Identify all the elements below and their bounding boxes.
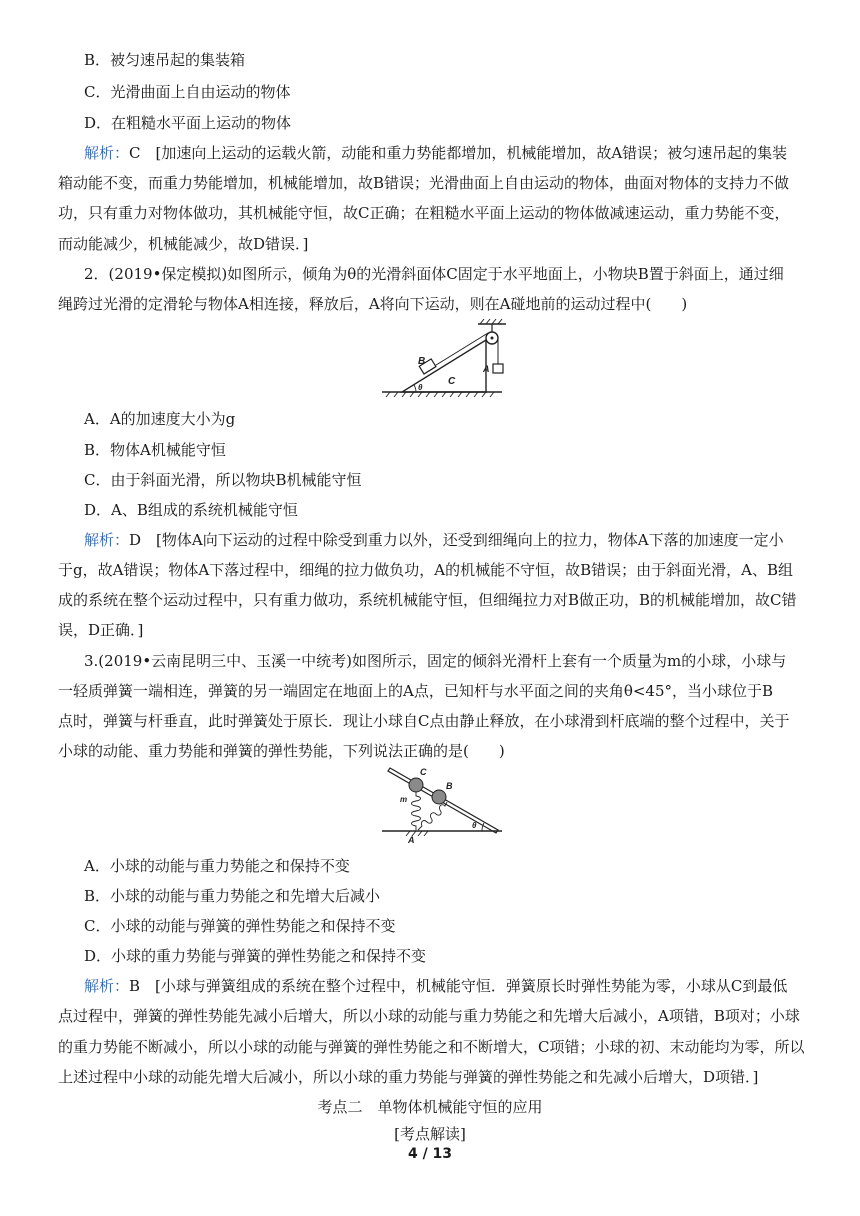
q2-option-a: A．A的加速度大小为g [84, 410, 236, 428]
q2-analysis-line-1: 解析：D [物体A向下运动的过程中除受到重力以外，还受到细绳向上的拉力，物体A下落的加速度一定小 [84, 531, 784, 549]
section-subtitle: [考点解读] [394, 1125, 466, 1143]
q3-analysis-label: 解析： [84, 977, 130, 995]
q3-label-m: m [400, 795, 408, 804]
q2-label-c: C [448, 376, 456, 387]
q2-analysis-line-2: 于g，故A错误；物体A下落过程中，细绳的拉力做负功，A的机械能不守恒，故B错误；由于斜面光滑，A、B组 [58, 561, 793, 579]
q3-analysis-line-2: 点过程中，弹簧的弹性势能先减小后增大，所以小球的动能与重力势能之和先增大后减小，A项错，B项对；小球 [58, 1007, 800, 1025]
q1-analysis-line-4: 而动能减少，机械能减少，故D错误．] [58, 235, 309, 253]
q2-option-d: D．A、B组成的系统机械能守恒 [84, 501, 298, 519]
q2-figure-incline-pulley [378, 318, 518, 402]
q3-option-d: D．小球的重力势能与弹簧的弹性势能之和保持不变 [84, 947, 427, 965]
q3-label-a: A [408, 835, 415, 845]
q3-stem-line-1: 3.(2019•云南昆明三中、玉溪一中统考)如图所示，固定的倾斜光滑杆上套有一个质量为m的小球，小球与 [84, 652, 787, 670]
q2-label-theta: θ [418, 383, 423, 392]
section-title: 考点二 单物体机械能守恒的应用 [317, 1098, 543, 1116]
q2-stem-line-2: 绳跨过光滑的定滑轮与物体A相连接，释放后，A将向下运动，则在A碰地前的运动过程中( ) [58, 295, 688, 313]
q1-option-b: B．被匀速吊起的集装箱 [84, 51, 246, 69]
q2-analysis-line-3: 成的系统在整个运动过程中，只有重力做功，系统机械能守恒，但细绳拉力对B做正功，B的机械能增加，故C错 [58, 591, 797, 609]
q2-analysis-line-4: 误，D正确．] [58, 621, 144, 639]
q3-stem-line-3: 点时，弹簧与杆垂直，此时弹簧处于原长．现让小球自C点由静止释放，在小球滑到杆底端的整个过程中，关于 [58, 712, 790, 730]
q2-option-c: C．由于斜面光滑，所以物块B机械能守恒 [84, 471, 362, 489]
q3-analysis-line-3: 的重力势能不断减小，所以小球的动能与弹簧的弹性势能之和不断增大，C项错；小球的初、末动能均为零，所以 [58, 1038, 805, 1056]
q2-label-b: B [418, 356, 426, 367]
q3-label-b: B [446, 781, 453, 791]
q3-analysis-line-1: 解析：B [小球与弹簧组成的系统在整个过程中，机械能守恒．弹簧原长时弹性势能为零，小球从C到最低 [84, 977, 788, 995]
q1-analysis-line-2: 箱动能不变，而重力势能增加，机械能增加，故B错误；光滑曲面上自由运动的物体，曲面对物体的支持力不做 [58, 174, 790, 192]
q3-analysis-line-4: 上述过程中小球的动能先增大后减小，所以小球的重力势能与弹簧的弹性势能之和先减小后增大，D项错．] [58, 1068, 759, 1086]
q1-option-d: D．在粗糙水平面上运动的物体 [84, 114, 292, 132]
q2-option-b: B．物体A机械能守恒 [84, 441, 226, 459]
q2-analysis-label: 解析： [84, 531, 130, 549]
q2-label-a: A [483, 364, 490, 374]
q3-label-theta: θ [472, 821, 477, 830]
q2-stem-line-1: 2．(2019•保定模拟)如图所示，倾角为θ的光滑斜面体C固定于水平地面上，小物块B置于斜面上，通过细 [84, 265, 784, 283]
q1-analysis-line-1: 解析：C [加速向上运动的运载火箭，动能和重力势能都增加，机械能增加，故A错误；被匀速吊起的集装 [84, 144, 788, 162]
q3-stem-line-2: 一轻质弹簧一端相连，弹簧的另一端固定在地面上的A点，已知杆与水平面之间的夹角θ<45°，当小球位于B [58, 682, 774, 700]
q1-option-c: C．光滑曲面上自由运动的物体 [84, 83, 291, 101]
q3-option-a: A．小球的动能与重力势能之和保持不变 [84, 857, 350, 875]
q3-option-b: B．小球的动能与重力势能之和先增大后减小 [84, 887, 381, 905]
q3-stem-line-4: 小球的动能、重力势能和弹簧的弹性势能，下列说法正确的是( ) [58, 742, 505, 760]
q3-figure-rod-spring [378, 764, 506, 846]
q1-analysis-line-3: 功，只有重力对物体做功，其机械能守恒，故C正确；在粗糙水平面上运动的物体做减速运动，重力势能不变， [58, 204, 790, 222]
q1-analysis-label: 解析： [84, 144, 130, 162]
page-number: 4 / 13 [407, 1146, 453, 1162]
q3-label-c: C [420, 767, 427, 777]
q3-option-c: C．小球的动能与弹簧的弹性势能之和保持不变 [84, 917, 396, 935]
